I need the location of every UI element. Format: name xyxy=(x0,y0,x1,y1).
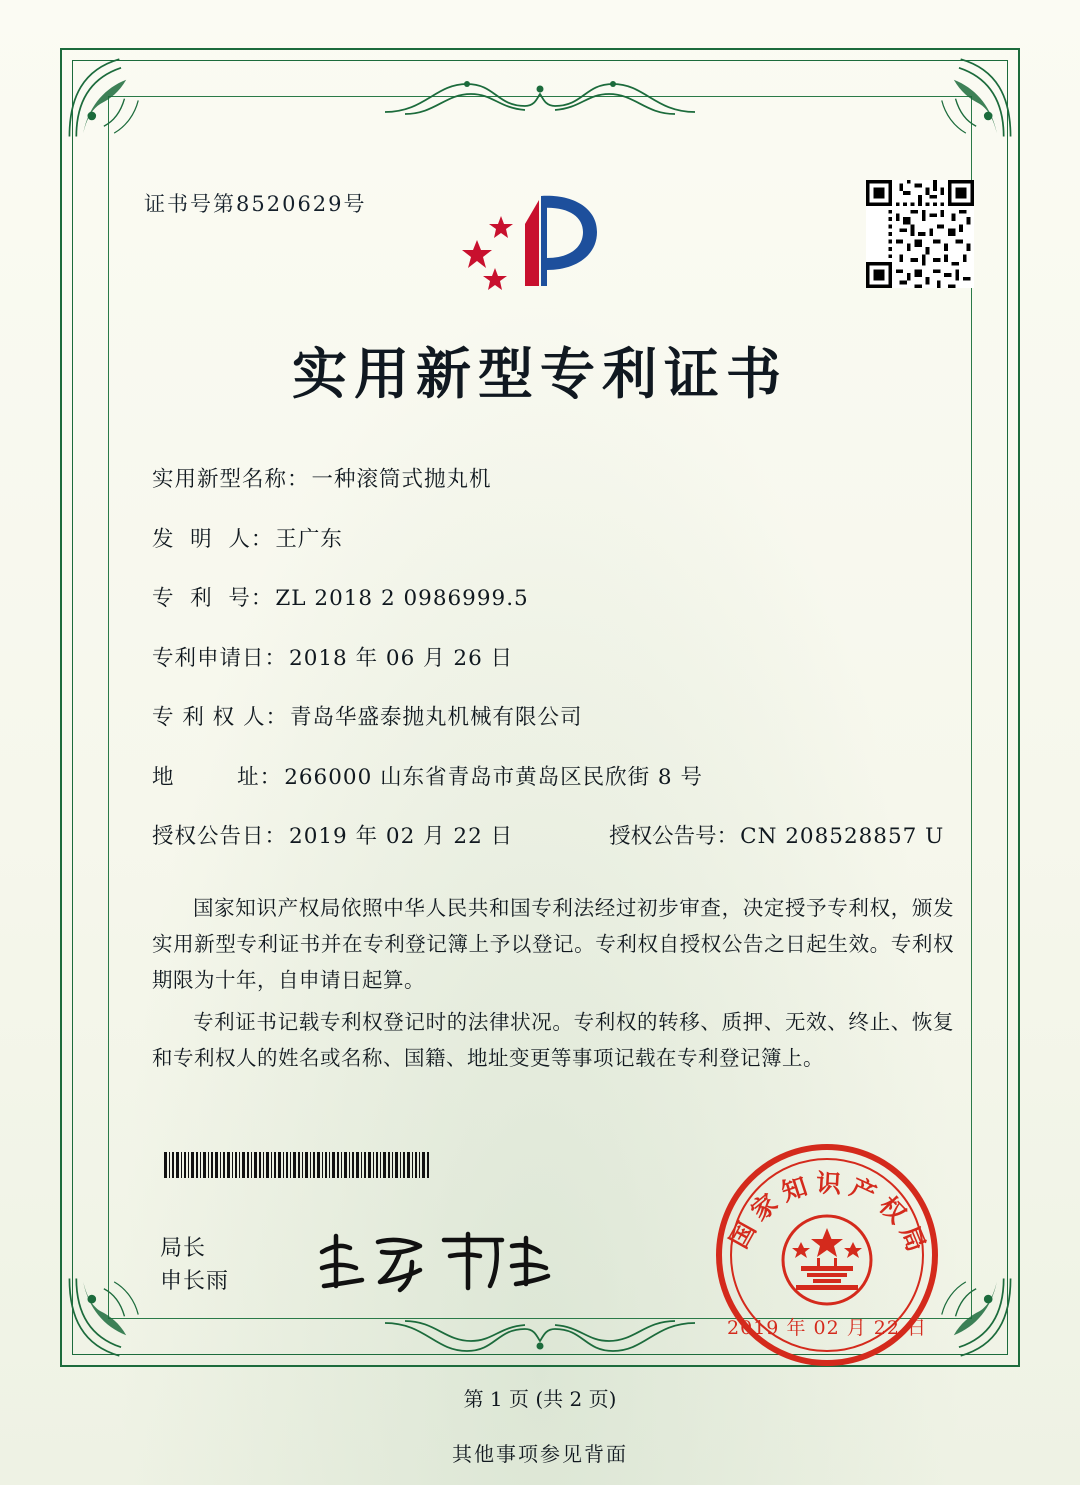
field-label: 专 利 号： xyxy=(152,586,274,611)
field-value: 王广东 xyxy=(275,526,343,552)
field-row-announcement xyxy=(152,819,950,850)
field-label: 实用新型名称： xyxy=(152,467,310,492)
page-title: 实用新型专利证书 xyxy=(291,341,788,406)
field-row-patentee xyxy=(152,700,950,731)
field-row-inventor xyxy=(152,522,950,553)
field-value: 266000 山东省青岛市黄岛区民欣街 8 号 xyxy=(284,764,703,790)
field-row-patent-number xyxy=(152,581,950,612)
field-row-utility-model-name xyxy=(152,462,950,493)
svg-text:国家知识产权局: 国家知识产权局 xyxy=(724,1168,934,1263)
field-label: 发 明 人： xyxy=(152,526,274,552)
announcement-date-value: 2019 年 02 月 22 日 xyxy=(289,824,514,849)
corner-ornament-icon xyxy=(928,54,1014,140)
qr-code xyxy=(866,180,974,288)
corner-ornament-icon xyxy=(66,54,152,140)
announcement-number-label: 授权公告号： xyxy=(609,824,739,849)
field-label: 专利申请日： xyxy=(152,645,288,671)
director-label: 局长 xyxy=(160,1236,207,1261)
announcement-date-label: 授权公告日： xyxy=(152,824,288,849)
seal-date: 2019 年 02 月 22 日 xyxy=(727,1317,927,1339)
fields-block xyxy=(152,462,950,879)
director-name: 申长雨 xyxy=(160,1269,230,1294)
handwritten-signature xyxy=(316,1222,556,1302)
field-value: 青岛华盛泰抛丸机械有限公司 xyxy=(290,705,583,730)
certificate-number: 证书号第8520629号 xyxy=(144,192,367,216)
bottom-ornament-icon xyxy=(375,1315,705,1359)
cnipa-emblem-icon xyxy=(455,182,625,302)
field-value: ZL 2018 2 0986999.5 xyxy=(275,586,529,611)
announcement-number-value: CN 208528857 U xyxy=(740,824,945,849)
page-number: 第 1 页 (共 2 页) xyxy=(463,1387,617,1411)
field-label: 地 址： xyxy=(152,764,283,790)
field-value: 一种滚筒式抛丸机 xyxy=(311,467,492,492)
footnote: 其他事项参见背面 xyxy=(452,1442,628,1466)
top-ornament-icon xyxy=(375,76,705,120)
legal-paragraph-2: 专利证书记载专利权登记时的法律状况。专利权的转移、质押、无效、终止、恢复和专利权人的姓名或名称、国籍、地址变更等事项记载在专利登记簿上。 xyxy=(152,1010,954,1070)
field-row-address xyxy=(152,760,950,791)
legal-text-block xyxy=(152,890,954,1082)
field-label: 专 利 权 人： xyxy=(152,705,289,730)
legal-paragraph-1: 国家知识产权局依照中华人民共和国专利法经过初步审查，决定授予专利权，颁发实用新型专利证书并在专利登记簿上予以登记。专利权自授权公告之日起生效。专利权期限为十年，自申请日起算。 xyxy=(152,896,954,992)
corner-ornament-icon xyxy=(66,1275,152,1361)
barcode xyxy=(164,1152,430,1178)
director-block xyxy=(160,1232,229,1298)
field-row-application-date xyxy=(152,641,950,672)
field-value: 2018 年 06 月 26 日 xyxy=(289,645,514,671)
